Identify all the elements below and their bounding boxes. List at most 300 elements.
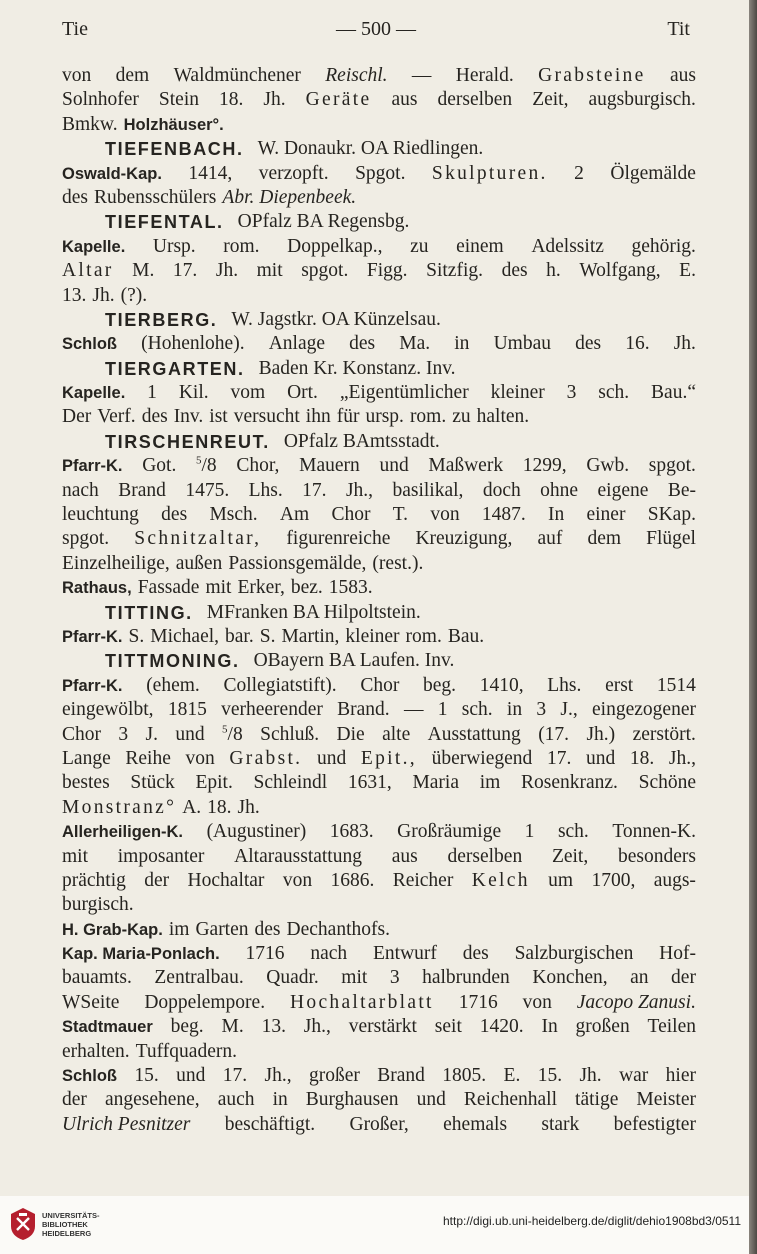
word: sch. (598, 382, 630, 404)
word: 3 (389, 967, 400, 989)
word: Die (336, 723, 365, 745)
word: Brand (118, 479, 166, 501)
word: In (541, 1016, 558, 1038)
word: ursp. (365, 406, 404, 428)
text-line (62, 552, 696, 576)
text-line (62, 1113, 696, 1137)
word: ehemals (443, 1113, 508, 1135)
word: eigene (597, 479, 649, 501)
word: Stein (158, 89, 200, 111)
word: des (501, 260, 528, 282)
word: leuchtung (62, 504, 139, 526)
text-body (62, 64, 696, 1137)
word: bauamts. (62, 967, 132, 989)
word: doch (482, 479, 521, 501)
word: in (506, 699, 523, 721)
word: und (176, 1065, 206, 1087)
word: Be- (667, 479, 696, 501)
word: und (585, 747, 616, 769)
word: Meister (636, 1089, 696, 1111)
word: der (671, 967, 696, 989)
page-number: — 500 — (336, 18, 416, 40)
word: Jh. (673, 333, 696, 355)
word: Doppelempore. (144, 991, 266, 1013)
word: alte (382, 723, 411, 745)
heidelberg-university-library-logo-icon (8, 1206, 38, 1242)
word: spgot. (648, 455, 696, 477)
word: E. (503, 1065, 521, 1087)
word: 13. (261, 1016, 286, 1038)
word: nach (310, 943, 348, 965)
word: 13. (62, 284, 87, 306)
word: 1420. (479, 1016, 524, 1038)
word: 1414, (188, 162, 233, 184)
entry-label: Kapelle. (62, 384, 126, 403)
text-line (62, 259, 696, 283)
word: Spgot. (355, 162, 406, 184)
word: Am (279, 504, 310, 526)
word: derselben (437, 89, 513, 111)
word: bar. (225, 625, 254, 647)
word: Quadr. (266, 967, 319, 989)
word: außen (175, 552, 223, 574)
word: im (479, 772, 501, 794)
word: imposanter (117, 845, 205, 867)
word: Lange (62, 747, 111, 769)
word: mit (341, 967, 368, 989)
word: versucht (233, 406, 300, 428)
text-line (62, 88, 696, 112)
word: Jh.) (586, 723, 616, 745)
word: Jh. (237, 796, 260, 818)
word: Lhs. (248, 479, 283, 501)
word: Inv. (173, 406, 204, 428)
text-line (62, 771, 696, 795)
word: 18. (219, 89, 244, 111)
word: 3 (118, 723, 129, 745)
word: auf (537, 528, 563, 550)
text-line (62, 845, 696, 869)
word: mit (62, 845, 89, 867)
word: Msch. (209, 504, 258, 526)
word: Reihe (125, 747, 171, 769)
word: WSeite (62, 991, 120, 1013)
word: des (141, 406, 168, 428)
word: A. (182, 796, 202, 818)
word: Zeit, (551, 845, 589, 867)
word: seit (434, 1016, 462, 1038)
entry-label: Allerheiligen-K. (62, 823, 184, 842)
word: Brand (377, 1065, 425, 1087)
spaced-term: Schnitzaltar, (134, 528, 262, 550)
word: Tuffquadern. (135, 1040, 237, 1062)
place-location: OPfalz BAmtsstadt. (283, 430, 440, 452)
word: dem (115, 65, 150, 86)
word: augsburgisch. (588, 89, 696, 111)
word: angesehene, (104, 1089, 200, 1111)
word: Ma. (399, 333, 431, 355)
place-location: W. Donaukr. OA Riedlingen. (257, 138, 484, 160)
running-header (62, 18, 690, 48)
word: des (161, 504, 188, 526)
word: Lhs. (547, 674, 582, 696)
word: Ursp. (152, 235, 196, 257)
text-line (62, 381, 696, 405)
text-line (62, 698, 696, 722)
text-line (62, 747, 696, 771)
header-right-keyword: Tit (667, 18, 690, 40)
word: 1716 (245, 943, 285, 965)
word: des (462, 943, 489, 965)
word: 1299, (522, 455, 567, 477)
word: halbrunden (422, 967, 510, 989)
word: Brand. (337, 699, 390, 721)
entry-label: Schloß (62, 335, 118, 354)
word: aus (391, 845, 418, 867)
word: eingewölbt, (62, 699, 154, 721)
text-line (62, 405, 696, 429)
spaced-term: Hochaltarblatt (290, 991, 434, 1013)
text-line (62, 113, 696, 137)
word: Herald. (455, 65, 514, 86)
word: Wolfgang, (579, 260, 661, 282)
word: Waldmünchener (173, 65, 301, 86)
word: dem (587, 528, 622, 550)
word: zu (452, 406, 471, 428)
text-line (62, 503, 696, 527)
word: 1475. (185, 479, 230, 501)
word: rom. (405, 625, 442, 647)
word: Burghausen (305, 1089, 399, 1111)
word: Ausstattung (427, 723, 521, 745)
word: kleiner (490, 382, 545, 404)
text-line (62, 1088, 696, 1112)
word: von (62, 65, 92, 86)
word: kleiner (345, 625, 400, 647)
word: Teilen (647, 1016, 696, 1038)
place-name: TIEFENTAL. (105, 212, 224, 233)
word: Jh., (345, 479, 374, 501)
spaced-term: Epit., (360, 747, 417, 769)
word: des (62, 186, 88, 208)
word: von (185, 747, 215, 769)
text-line (62, 527, 696, 551)
word: Ölgemälde (610, 162, 696, 184)
text-line (62, 942, 696, 966)
text-line (62, 820, 696, 844)
word: einer (586, 504, 626, 526)
word: (rest.). (372, 552, 424, 574)
word: des (254, 918, 281, 940)
word: Passionsgemälde, (228, 552, 367, 574)
word: Ort. (287, 382, 318, 404)
word: 1700, (591, 869, 636, 891)
institution-line: HEIDELBERG (42, 1229, 92, 1238)
word: eingezogener (592, 699, 696, 721)
place-heading (62, 137, 696, 161)
word: vom (230, 382, 266, 404)
word: Kreuzigung, (415, 528, 513, 550)
word: 1487. (481, 504, 526, 526)
word: aus (391, 89, 418, 111)
word: Stück (130, 772, 175, 794)
word: derselben (447, 845, 523, 867)
text-line (62, 576, 696, 600)
text-line (62, 723, 696, 747)
place-location: MFranken BA Hilpoltstein. (206, 601, 421, 623)
artist-name: Ulrich Pesnitzer (62, 1113, 191, 1135)
word: ihn (305, 406, 331, 428)
word: rom. (409, 406, 447, 428)
word: im (168, 918, 190, 940)
word: sch. (461, 699, 493, 721)
place-heading (62, 430, 696, 454)
word: verheerender (221, 699, 323, 721)
word: burgisch. (62, 894, 134, 916)
word: Einzelheilige, (62, 552, 170, 574)
entry-label: Schloß (62, 1067, 118, 1086)
artist-name: Reischl. (325, 65, 388, 86)
word: Michael, (150, 625, 220, 647)
word: Bmkw. (62, 113, 118, 135)
word: Tonnen-K. (612, 821, 696, 843)
word: Schöne (638, 772, 696, 794)
word: Doppelkap., (287, 235, 383, 257)
word: bez. (290, 577, 323, 599)
place-heading (62, 210, 696, 234)
footer-bar (0, 1196, 749, 1254)
word: S. (259, 625, 276, 647)
word: 1 (437, 699, 448, 721)
word: auch (217, 1089, 255, 1111)
place-heading (62, 649, 696, 673)
word: 16. (625, 333, 650, 355)
word: 3 (566, 382, 577, 404)
word: Altarausstattung (234, 845, 362, 867)
word: für (336, 406, 360, 428)
word: von (282, 869, 313, 891)
word: befestigter (613, 1113, 696, 1135)
word: verstärkt (348, 1016, 417, 1038)
text-line (62, 966, 696, 990)
word: 17. (172, 260, 198, 282)
word: Fassade (137, 577, 200, 599)
word: Jh., (264, 1065, 292, 1087)
text-line (62, 235, 696, 259)
place-name: TIEFENBACH. (105, 139, 244, 160)
word: Collegiatstift). (223, 674, 337, 696)
word: figurenreiche (286, 528, 391, 550)
word: „Eigentümlicher (339, 382, 469, 404)
text-line (62, 1064, 696, 1088)
word: Rubensschülers (94, 186, 217, 208)
word: Erker, (237, 577, 285, 599)
word: J. (145, 723, 158, 745)
source-url[interactable]: http://digi.ub.uni-heidelberg.de/diglit/dehio1908bd3/0511 (442, 1214, 741, 1228)
spaced-term: Kelch (471, 869, 530, 891)
word: Mauern (299, 455, 360, 477)
word: S. (128, 625, 145, 647)
word: augs- (653, 869, 696, 891)
word: mit (205, 577, 232, 599)
word: großer (308, 1065, 360, 1087)
place-heading (62, 357, 696, 381)
word: Dechanthofs. (286, 918, 390, 940)
institution-name (42, 1211, 100, 1238)
word: Chor (360, 674, 400, 696)
place-location: OBayern BA Laufen. Inv. (253, 650, 455, 672)
word: einem (456, 235, 504, 257)
word: Rosenkranz. (520, 772, 618, 794)
text-line (62, 796, 696, 820)
page-edge (749, 0, 757, 1254)
word: Jh., (668, 747, 696, 769)
word: Martin, (281, 625, 340, 647)
text-line (62, 284, 696, 308)
word: 17. (222, 1065, 248, 1087)
place-name: TIERGARTEN. (105, 358, 245, 379)
word: ohne (540, 479, 579, 501)
word: um (548, 869, 574, 891)
word: Adelssitz (531, 235, 604, 257)
word: SKap. (647, 504, 696, 526)
word: beschäftigt. (224, 1113, 316, 1135)
word: Chor (331, 504, 371, 526)
word: beg. (423, 674, 457, 696)
artist-name: Jacopo Zanusi. (576, 991, 696, 1013)
word: Schluß. (260, 723, 320, 745)
word: rom. (223, 235, 260, 257)
word: war (619, 1065, 649, 1087)
word: bestes (62, 772, 110, 794)
word: Chor (62, 723, 101, 745)
word: (?). (120, 284, 148, 306)
word: in (272, 1089, 288, 1111)
word: Zeit, (532, 89, 569, 111)
word: mit (256, 260, 283, 282)
word: Umbau (493, 333, 551, 355)
word: Got. (142, 455, 177, 477)
word: basilikal, (392, 479, 464, 501)
word: Maßwerk (428, 455, 504, 477)
word: Garten (195, 918, 249, 940)
word: von (430, 504, 460, 526)
word: (Hohenlohe). (141, 333, 245, 355)
place-name: TIRSCHENREUT. (105, 431, 270, 452)
word: Großer, (349, 1113, 409, 1135)
word: Anlage (268, 333, 326, 355)
spaced-term: Geräte (305, 89, 372, 111)
word: hier (665, 1065, 696, 1087)
institution-line: BIBLIOTHEK (42, 1220, 88, 1229)
place-heading (62, 601, 696, 625)
word: des (349, 333, 376, 355)
word: besonders (617, 845, 696, 867)
word: Figg. (366, 260, 408, 282)
word: Solnhofer (62, 89, 139, 111)
word: (Augustiner) (206, 821, 307, 843)
word: Hochaltar (187, 869, 265, 891)
word: 1716 (458, 991, 498, 1013)
entry-label: Kap. Maria-Ponlach. (62, 945, 220, 964)
word: 18. (207, 796, 232, 818)
place-location: W. Jagstkr. OA Künzelsau. (231, 308, 441, 330)
word: Jh. (579, 1065, 602, 1087)
entry-label: Pfarr-K. (62, 457, 123, 476)
word: Hof- (659, 943, 696, 965)
place-location: Baden Kr. Konstanz. Inv. (258, 357, 456, 379)
fraction: $^5$/8 (195, 454, 217, 477)
word: des (575, 333, 602, 355)
word: 1805. (442, 1065, 487, 1087)
artist-name: Abr. Diepenbeek. (222, 186, 357, 208)
word: 1410, (479, 674, 524, 696)
word: Zentralbau. (154, 967, 244, 989)
word: T. (392, 504, 409, 526)
word: 17. (302, 479, 327, 501)
word: stark (541, 1113, 580, 1135)
word: M. (132, 260, 155, 282)
word: prächtig (62, 869, 126, 891)
place-location: OPfalz BA Regensbg. (237, 211, 410, 233)
fraction: $^5$/8 (222, 723, 243, 745)
word: Konchen, (532, 967, 608, 989)
word: Jh. (263, 89, 286, 111)
word: 15. (537, 1065, 563, 1087)
header-left-keyword: Tie (62, 18, 88, 40)
word: 1 (147, 382, 157, 404)
word: Epit. (195, 772, 233, 794)
word: und (317, 747, 347, 769)
word: der (62, 1089, 87, 1111)
word: Jh. (215, 260, 239, 282)
text-line (62, 918, 696, 942)
word: Schleindl (253, 772, 328, 794)
entry-label: Rathaus, (62, 579, 132, 598)
word: — (411, 65, 432, 86)
word: Salzburgischen (514, 943, 634, 965)
word: M. (221, 1016, 244, 1038)
word: (17. (538, 723, 570, 745)
word: Sitzfig. (426, 260, 483, 282)
word: Maria (412, 772, 459, 794)
spaced-term: Altar (62, 260, 114, 282)
word: ist (209, 406, 228, 428)
word: und (175, 723, 205, 745)
text-line (62, 64, 696, 88)
word: und (416, 1089, 446, 1111)
word: Chor, (236, 455, 280, 477)
word: Reicher (392, 869, 454, 891)
institution-line: UNIVERSITÄTS- (42, 1211, 100, 1220)
word: zerstört. (632, 723, 696, 745)
text-line (62, 454, 696, 478)
word: 15. (134, 1065, 159, 1087)
word: der (144, 869, 170, 891)
word: Verf. (97, 406, 136, 428)
word: spgot. (62, 528, 110, 550)
word: großen (575, 1016, 630, 1038)
word: beg. (170, 1016, 204, 1038)
place-name: TITTMONING. (105, 651, 240, 672)
word: Kil. (178, 382, 209, 404)
text-line (62, 869, 696, 893)
text-line (62, 332, 696, 356)
word: verzopft. (258, 162, 329, 184)
place-heading (62, 308, 696, 332)
word: zu (410, 235, 429, 257)
word: Jh., (303, 1016, 331, 1038)
